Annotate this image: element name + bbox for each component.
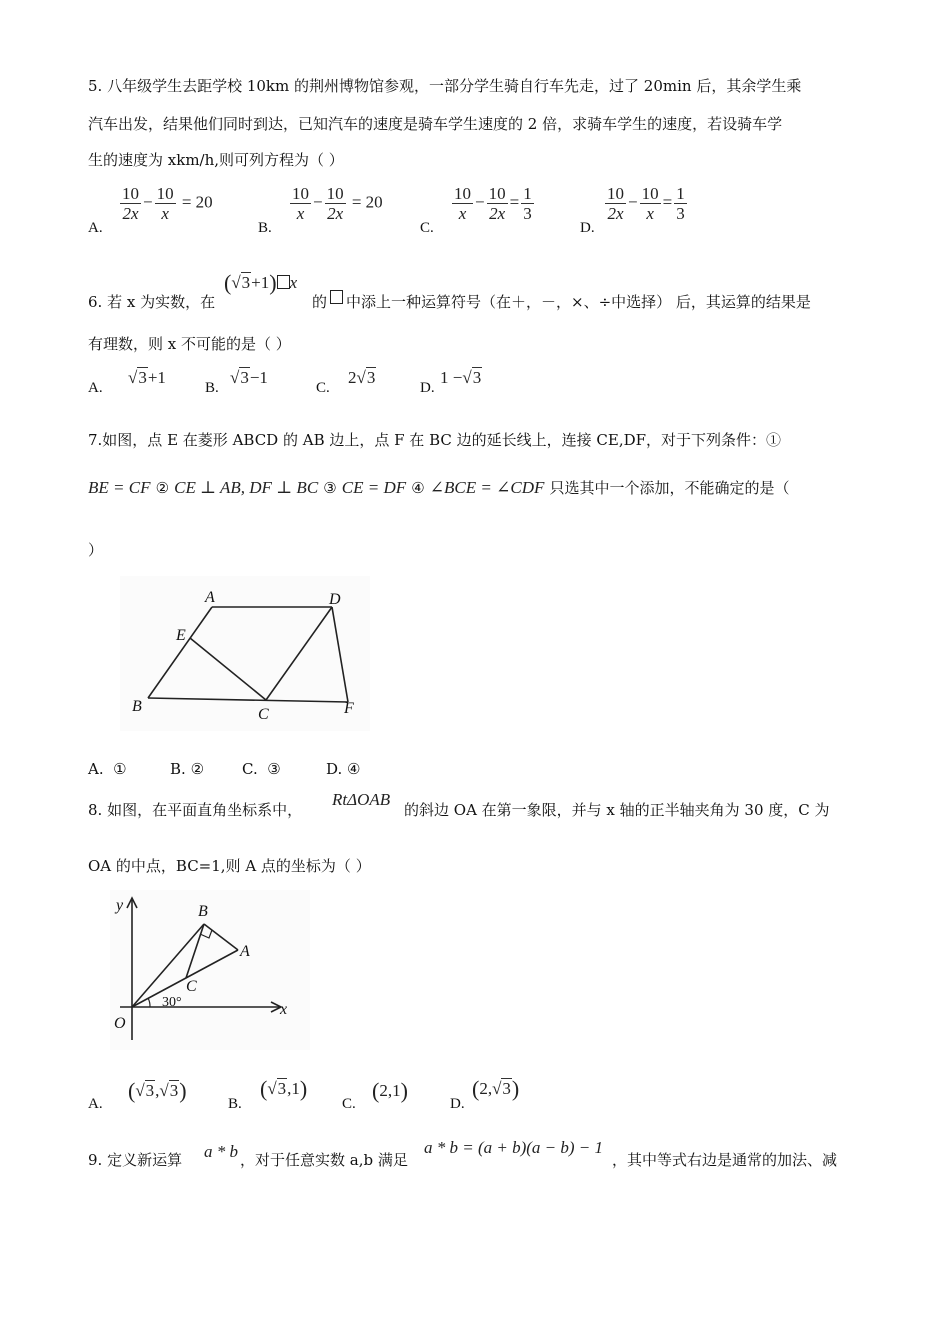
q5-line-1: 5. 八年级学生去距学校 10km 的荆州博物馆参观，一部分学生骑自行车先走，过了 20min 后，其余学生乘 [88, 77, 802, 95]
label-d: D [329, 591, 341, 608]
q5-line-2: 汽车出发，结果他们同时到达，已知汽车的速度是骑车学生速度的 2 倍，求骑车学生的速度，若设骑车学 [88, 115, 783, 133]
option-label: A. [88, 380, 103, 396]
q7-tail: 只选其中一个添加，不能确定的是（ [549, 479, 790, 497]
option-label: B. [258, 220, 272, 236]
q9-prefix: 9. 定义新运算 [88, 1151, 183, 1169]
option-value: (2,1) [372, 1078, 408, 1103]
option-label: B. [228, 1096, 242, 1112]
equation: $\frac{10}{x}$ − $\frac{10}{2x}$ = $\frac{1}{3}$ [454, 184, 532, 223]
q7-option-a[interactable]: A. ① [88, 760, 127, 778]
condition-3-number: ③ [323, 479, 337, 497]
option-label: A. [88, 220, 103, 236]
q9-suffix: ，其中等式右边是通常的加法、减 [612, 1151, 838, 1169]
option-label: C. [316, 380, 330, 396]
label-f: F [344, 700, 354, 717]
condition-4-number: ④ [411, 479, 425, 497]
equation: $\frac{10}{2x}$ − $\frac{10}{x}$ = 20 [122, 184, 213, 223]
option-value: √3−1 [230, 368, 268, 387]
label-b: B [198, 903, 208, 920]
condition-2: CE ⊥ AB, DF ⊥ BC [174, 478, 319, 497]
equation: $\frac{10}{2x}$ − $\frac{10}{x}$ = $\frac{1}{3}$ [607, 184, 685, 223]
option-label: D. [580, 220, 595, 236]
condition-1: BE = CF [88, 478, 151, 497]
rhombus-figure [120, 576, 370, 731]
label-o: O [114, 1015, 126, 1032]
label-y: y [116, 897, 124, 914]
option-label: C. [420, 220, 434, 236]
q9-formula: a * b = (a + b)(a − b) − 1 [424, 1138, 604, 1157]
q6-line-2: 有理数，则 x 不可能的是（ ） [88, 335, 291, 353]
q7-option-c[interactable]: C. ③ [242, 760, 281, 778]
q8-prefix: 8. 如图，在平面直角坐标系中， [88, 801, 303, 819]
label-x: x [280, 1001, 288, 1018]
label-a: A [240, 943, 250, 960]
label-c: C [258, 706, 269, 723]
q7-option-b[interactable]: B. ② [170, 760, 205, 778]
label-angle: 30° [162, 995, 182, 1010]
coordinate-figure [110, 890, 310, 1050]
label-c: C [186, 978, 197, 995]
option-label: D. [450, 1096, 465, 1112]
option-value: (√3,√3) [128, 1078, 187, 1103]
option-value: √3+1 [128, 368, 166, 387]
option-label: B. [205, 380, 219, 396]
option-label: D. [420, 380, 435, 396]
option-value: 2√3 [348, 368, 376, 387]
operator-box [330, 290, 343, 304]
option-label: C. [342, 1096, 356, 1112]
operator-box [277, 275, 290, 289]
q7-option-d[interactable]: D. ④ [326, 760, 361, 778]
q9-operation: a * b [204, 1142, 238, 1161]
condition-2-number: ② [155, 479, 170, 497]
condition-4: ∠BCE = ∠CDF [429, 478, 545, 497]
q6-suffix: 中添上一种运算符号（在＋，－，×、÷中选择） 后，其运算的结果是 [346, 293, 811, 311]
label-b: B [132, 698, 142, 715]
q6-prefix: 6. 若 x 为实数，在 [88, 293, 216, 311]
q7-close-paren: ） [88, 541, 104, 559]
option-value: (√3,1) [260, 1076, 308, 1101]
q8-line-2: OA 的中点，BC=1,则 A 点的坐标为（ ） [88, 857, 371, 875]
q8-suffix: 的斜边 OA 在第一象限，并与 x 轴的正半轴夹角为 30 度，C 为 [404, 801, 830, 819]
q7-line-1: 7.如图，点 E 在菱形 ABCD 的 AB 边上，点 F 在 BC 边的延长线上，连接 CE,DF，对于下列条件：① [88, 431, 782, 449]
q9-mid: ，对于任意实数 a,b 满足 [240, 1151, 408, 1169]
label-e: E [176, 627, 186, 644]
q5-line-3: 生的速度为 xkm/h,则可列方程为（ ） [88, 151, 344, 169]
q7-conditions [88, 478, 789, 498]
option-value: (2,√3) [472, 1076, 520, 1101]
condition-3: CE = DF [341, 478, 407, 497]
option-label: A. [88, 1096, 103, 1112]
q6-mid: 的 [312, 293, 328, 311]
option-value: 1 −√3 [440, 368, 482, 387]
q8-triangle: RtΔOAB [332, 790, 391, 809]
q6-expression: (√3+1) x [224, 270, 298, 295]
label-a: A [205, 589, 215, 606]
equation: $\frac{10}{x}$ − $\frac{10}{2x}$ = 20 [292, 184, 383, 223]
